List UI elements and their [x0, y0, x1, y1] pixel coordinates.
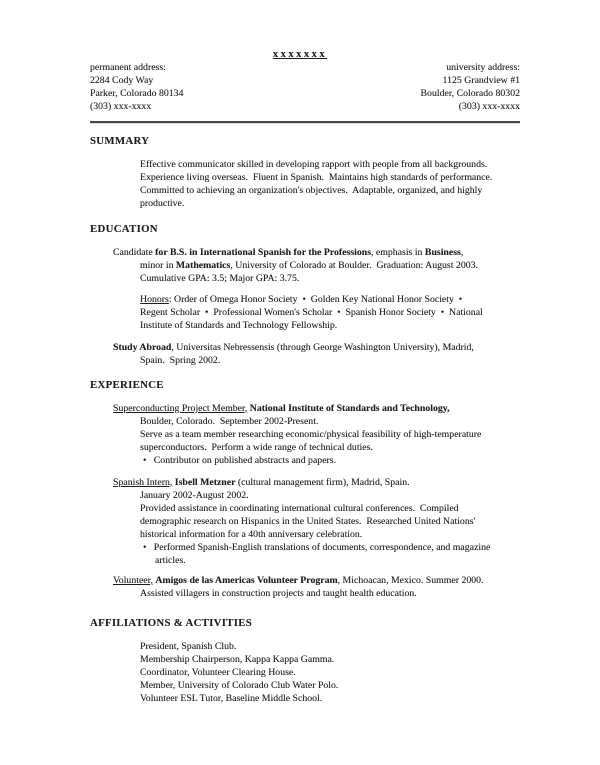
section-education	[90, 223, 520, 367]
text-line: minor in Mathematics, University of Colorado at Boulder. Graduation: August 2003.	[140, 259, 478, 271]
section-summary	[90, 135, 520, 210]
permanent-address-city: Parker, Colorado 80134	[90, 88, 184, 99]
text-line: Serve as a team member researching economic/physical feasibility of high-temperature	[140, 428, 482, 440]
text-line: Coordinator, Volunteer Clearing House.	[140, 666, 296, 678]
experience-job-volunteer	[90, 574, 520, 600]
text-line: • Performed Spanish-English translations of documents, correspondence, and magazine	[143, 541, 491, 553]
text-line: Committed to achieving an organization's objectives. Adaptable, organized, and highly	[140, 184, 483, 196]
section-experience	[90, 379, 520, 600]
text-line: Member, University of Colorado Club Water Polo.	[140, 679, 339, 691]
experience-job-nist-bullets	[90, 454, 520, 467]
education-degree-entry	[90, 246, 520, 285]
permanent-address-street: 2284 Cody Way	[90, 75, 154, 86]
text-line: Cumulative GPA: 3.5; Major GPA: 3.75.	[140, 272, 300, 284]
permanent-address-block	[90, 61, 183, 113]
text-line: Volunteer, Amigos de las Americas Volunteer Program, Michoacan, Mexico. Summer 2000.	[113, 574, 484, 586]
university-address-block	[421, 61, 520, 113]
education-heading: EDUCATION	[90, 222, 158, 235]
summary-heading: SUMMARY	[90, 134, 150, 147]
text-line: Spanish Intern, Isbell Metzner (cultural management firm), Madrid, Spain.	[113, 476, 410, 488]
address-header	[90, 61, 520, 113]
text-line: Spain. Spring 2002.	[140, 354, 221, 366]
text-line: Boulder, Colorado. September 2002-Present.	[140, 415, 319, 427]
text-line: Volunteer ESL Tutor, Baseline Middle School.	[140, 692, 323, 704]
text-line: productive.	[140, 197, 185, 209]
affiliations-list	[90, 640, 520, 705]
experience-job-nist	[90, 402, 520, 454]
university-address-phone: (303) xxx-xxxx	[458, 101, 520, 112]
university-address-street: 1125 Grandview #1	[442, 75, 520, 86]
text-line: January 2002-August 2002.	[140, 489, 249, 501]
text-line: Superconducting Project Member, National Institute of Standards and Technology,	[113, 402, 450, 414]
text-line: demographic research on Hispanics in the United States. Researched United Nations'	[140, 515, 476, 527]
summary-paragraph	[90, 158, 520, 210]
text-line: superconductors. Perform a wide range of technical duties.	[140, 441, 373, 453]
experience-job-intern	[90, 476, 520, 541]
experience-heading: EXPERIENCE	[90, 378, 164, 391]
text-line: Institute of Standards and Technology Fellowship.	[140, 319, 338, 331]
text-line: Membership Chairperson, Kappa Kappa Gamma.	[140, 653, 335, 665]
section-affiliations	[90, 617, 520, 705]
university-address-city: Boulder, Colorado 80302	[420, 88, 520, 99]
experience-job-intern-bullets	[90, 541, 520, 567]
text-line: • Contributor on published abstracts and papers.	[143, 454, 337, 466]
education-study-abroad-entry	[90, 341, 520, 367]
name-header: xxxxxxx	[272, 49, 328, 60]
affiliations-heading: AFFILIATIONS & ACTIVITIES	[90, 616, 253, 629]
text-line: Study Abroad, Universitas Nebressensis (through George Washington University), Madrid,	[113, 341, 474, 353]
text-line: articles.	[155, 554, 186, 566]
permanent-address-label: permanent address:	[90, 62, 166, 73]
text-line: Experience living overseas. Fluent in Spanish. Maintains high standards of performance.	[140, 171, 493, 183]
permanent-address-phone: (303) xxx-xxxx	[90, 101, 152, 112]
university-address-label: university address:	[446, 62, 520, 73]
text-line: Honors: Order of Omega Honor Society • Golden Key National Honor Society •	[140, 293, 463, 305]
text-line: Effective communicator skilled in developing rapport with people from all backgrounds.	[140, 158, 488, 170]
text-line: Regent Scholar • Professional Women's Scholar • Spanish Honor Society • National	[140, 306, 483, 318]
header-divider	[90, 121, 520, 123]
text-line: Assisted villagers in construction projects and taught health education.	[140, 587, 417, 599]
text-line: historical information for a 40th anniversary celebration.	[140, 528, 363, 540]
text-line: Provided assistance in coordinating international cultural conferences. Compiled	[140, 502, 459, 514]
text-line: President, Spanish Club.	[140, 640, 237, 652]
education-honors-paragraph	[90, 293, 520, 332]
text-line: Candidate for B.S. in International Spanish for the Professions, emphasis in Business,	[113, 246, 464, 258]
